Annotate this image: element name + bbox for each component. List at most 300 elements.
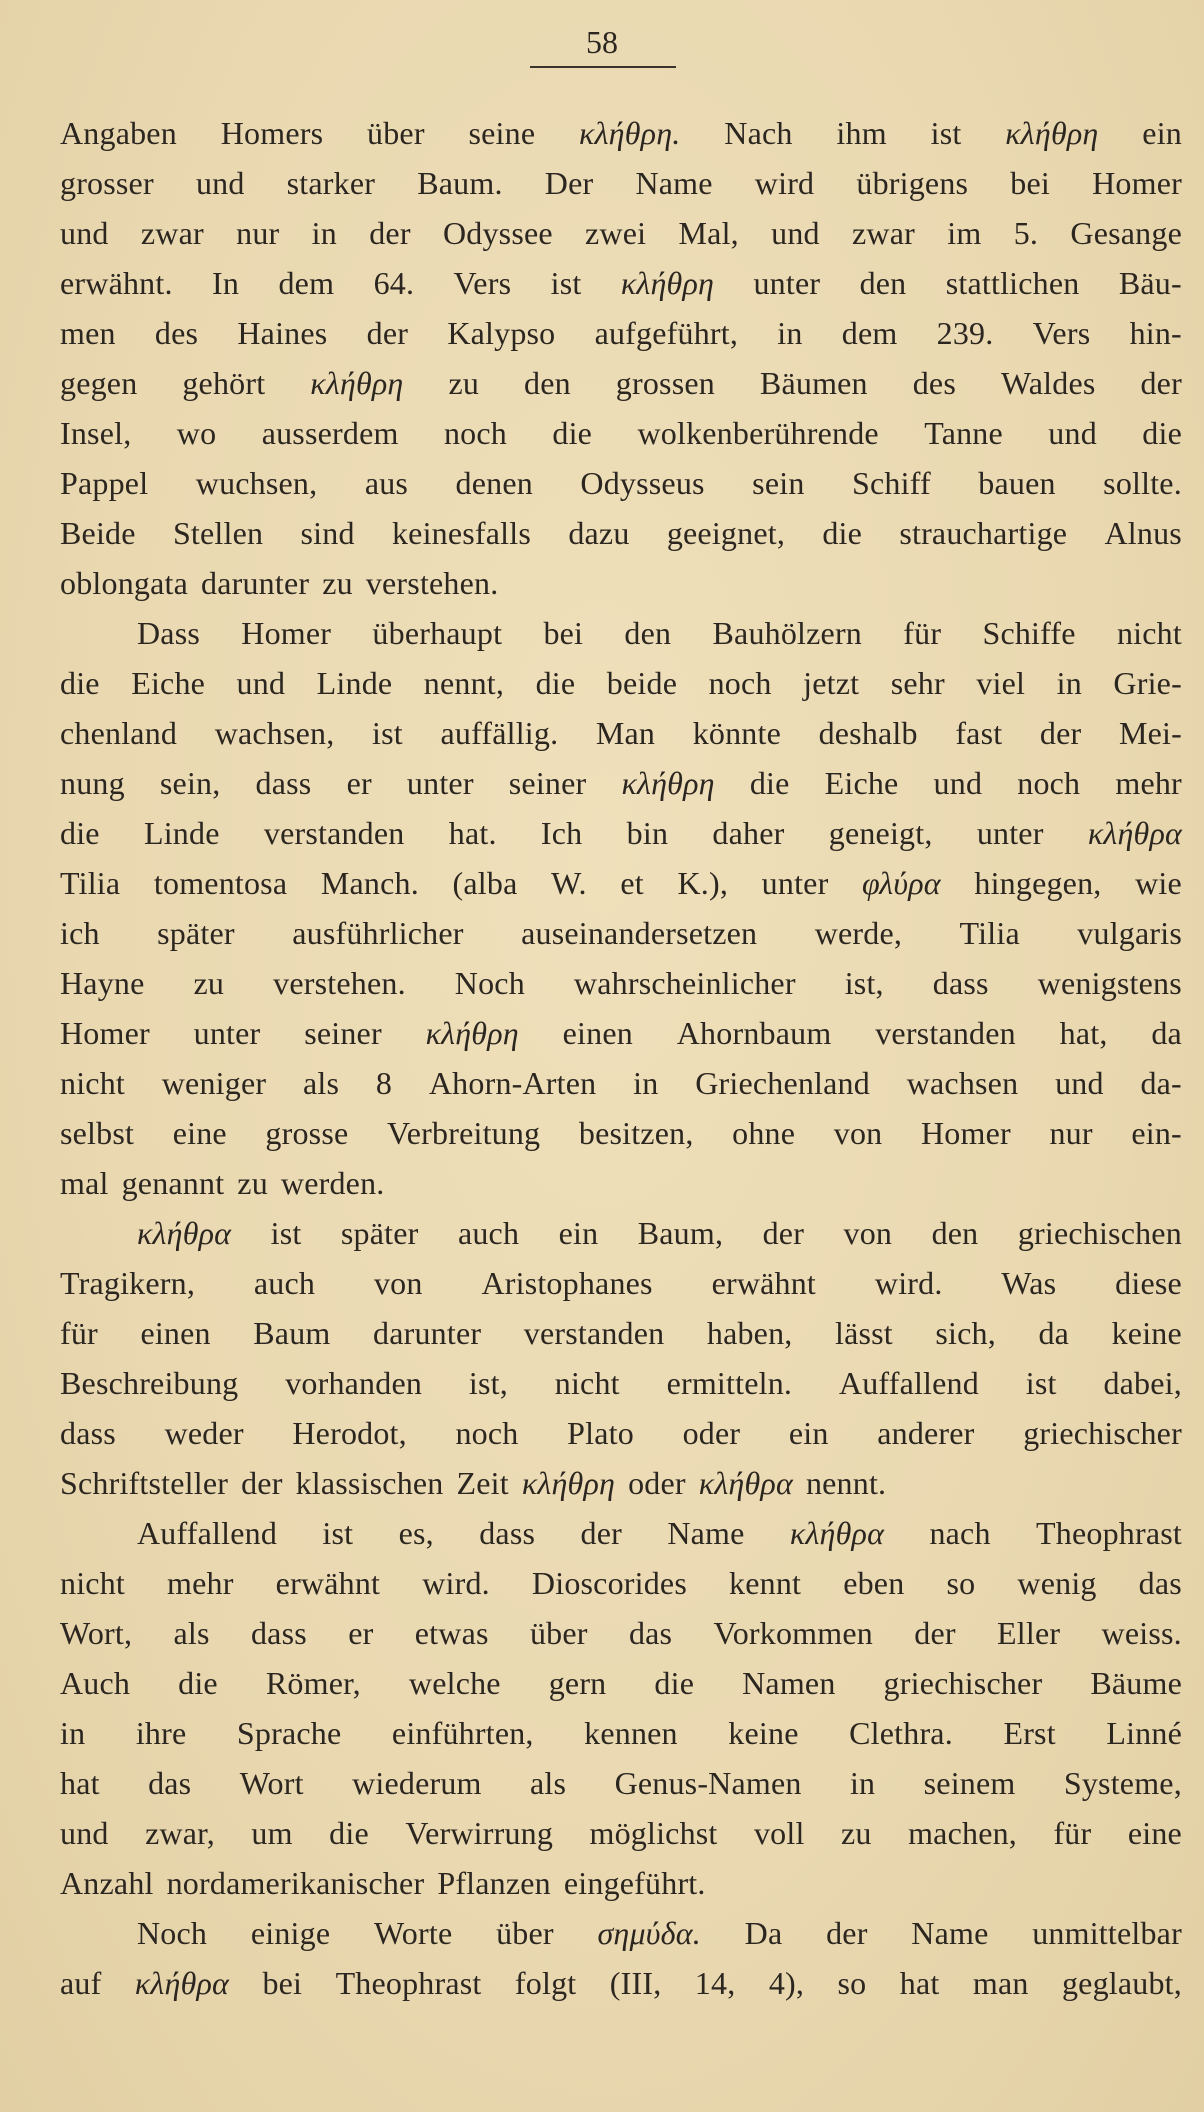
word: der [762,1215,805,1251]
word: Homer [1092,165,1182,201]
word: stattlichen [945,265,1080,301]
word: das [148,1765,192,1801]
word: Kalypso [447,315,556,351]
word: grossen [615,365,715,401]
word: Da [744,1915,783,1951]
word: zwar [852,215,916,251]
greek-word: κλήθρη [310,365,404,401]
greek-word: σημύδα. [597,1915,701,1951]
word: bin [626,815,669,851]
word: später [157,915,235,951]
word: verstanden [523,1315,665,1351]
word: ist [550,265,582,301]
word: verstehen. [273,965,406,1001]
word: in [633,1065,659,1101]
word: etwas [414,1615,489,1651]
word: zwar [140,215,204,251]
word: und [1048,415,1097,451]
word: seine [468,115,536,151]
word: zu [193,965,225,1001]
word: ein- [1131,1115,1182,1151]
word: men [60,315,116,351]
word: könnte [692,715,781,751]
word: Stellen [172,515,264,551]
word: Namen [742,1665,836,1701]
word: nicht [1116,615,1182,651]
word: Ich [540,815,583,851]
word: wie [1135,865,1182,901]
word: Pflanzen [437,1865,551,1901]
word: als [302,1065,340,1101]
word: kennt [729,1565,802,1601]
text-line [60,1908,1182,1958]
word: Name [911,1915,989,1951]
text-line [60,258,1182,308]
word: Schiff [852,465,931,501]
word: Tilia [959,915,1020,951]
word: der [241,1465,283,1501]
word: später [340,1215,419,1251]
word: sein, [159,765,221,801]
word: als [173,1615,210,1651]
text-line [60,508,1182,558]
word: darunter [201,565,310,601]
header-rule [530,66,676,68]
word: wo [176,415,217,451]
word: hat, [1059,1015,1108,1051]
text-line [60,558,1182,608]
word: kennen [584,1715,678,1751]
word: noch [1017,765,1081,801]
greek-word: κλήθρα [698,1465,793,1501]
word: Auffallend [137,1515,278,1551]
greek-word: κλήθρη [621,765,715,801]
word: Bäume [1090,1665,1182,1701]
word: auch [457,1215,520,1251]
text-line [60,1308,1182,1358]
word: Dass [137,615,201,651]
word: 8 [375,1065,393,1101]
word: Beschreibung [60,1365,239,1401]
word: der [1039,715,1082,751]
word: oder [628,1465,686,1501]
greek-word: φλύρα [862,865,941,901]
paragraph [60,608,1182,1208]
word: 5. [1013,215,1039,251]
word: sehr [890,665,945,701]
word: er [346,765,372,801]
text-line [60,1108,1182,1158]
word: zwar, [145,1815,215,1851]
word: eine [172,1115,227,1151]
word: noch [443,415,507,451]
word: seiner [304,1015,382,1051]
paragraph [60,108,1182,608]
word: ein [558,1215,599,1251]
word: grosse [265,1115,349,1151]
word: Nach [724,115,793,151]
word: möglichst [589,1815,718,1851]
word: tomentosa [153,865,288,901]
word: Plato [567,1415,634,1451]
word: ermitteln. [666,1365,793,1401]
word: bauen [978,465,1056,501]
word: hin- [1129,315,1182,351]
word: und [1055,1065,1104,1101]
word: hat. [448,815,497,851]
text-line [60,458,1182,508]
word: Homer [60,1015,150,1051]
word: Linde [143,815,220,851]
word: die [329,1815,369,1851]
word: verstanden [875,1015,1016,1051]
text-line [60,1208,1182,1258]
word: in [311,215,337,251]
text-line [60,1608,1182,1658]
word: Aristophanes [481,1265,653,1301]
text-line [60,308,1182,358]
word: der [366,315,409,351]
word: 239. [936,315,994,351]
word: wenigstens [1037,965,1182,1001]
word: gern [548,1665,607,1701]
word: Ahorn-Arten [428,1065,597,1101]
word: im [947,215,982,251]
text-line [60,1508,1182,1558]
text-line [60,158,1182,208]
word: seinem [923,1765,1016,1801]
word: Schiffe [982,615,1076,651]
text-line [60,658,1182,708]
word: auf [60,1965,102,2001]
word: zu [237,1165,268,1201]
word: dass [479,1515,536,1551]
word: in [777,315,803,351]
word: um [251,1815,293,1851]
word: dass [932,965,989,1001]
word: ist [322,1515,354,1551]
word: nach [929,1515,991,1551]
text-line [60,1258,1182,1308]
word: Gesange [1070,215,1182,251]
word: Eiche [824,765,899,801]
word: geneigt, [828,815,933,851]
word: wolkenberührende [637,415,879,451]
word: für [1053,1815,1092,1851]
word: ohne [732,1115,796,1151]
word: erwähnt. [60,265,173,301]
word: den [931,1215,979,1251]
word: Genus-Namen [614,1765,802,1801]
word: die [60,815,100,851]
word: und [195,165,245,201]
word: geglaubt, [1061,1965,1182,2001]
word: mal [60,1165,109,1201]
word: auffällig. [440,715,559,751]
word: das [628,1615,673,1651]
word: verstehen. [365,565,499,601]
word: aus [364,465,409,501]
word: Odyssee [442,215,553,251]
greek-word: κλήθρη [620,265,715,301]
word: in [60,1715,86,1751]
word: Vorkommen [713,1615,873,1651]
word: über [529,1615,588,1651]
word: beide [606,665,678,701]
word: unter [761,865,829,901]
word: Auffallend [838,1365,979,1401]
word: daher [712,815,785,851]
word: besitzen, [578,1115,694,1151]
text-line [60,1358,1182,1408]
word: Waldes [1000,365,1096,401]
word: ausführlicher [292,915,464,951]
word: 14, [694,1965,736,2001]
word: seiner [508,765,587,801]
word: Tilia [60,865,121,901]
word: selbst [60,1115,135,1151]
text-line [60,1858,1182,1908]
word: erwähnt [275,1565,381,1601]
word: unter [193,1015,261,1051]
text-line [60,808,1182,858]
word: Noch [454,965,525,1001]
word: einen [562,1015,633,1051]
word: bei [1010,165,1050,201]
word: wachsen, [214,715,335,751]
word: die [178,1665,218,1701]
text-line [60,1958,1182,2008]
word: eine [1127,1815,1182,1851]
word: Dioscorides [531,1565,687,1601]
word: den [859,265,907,301]
word: grosser [60,165,154,201]
word: so [946,1565,976,1601]
text-line [60,408,1182,458]
word: hat [899,1965,940,2001]
greek-word: κλήθρα [1087,815,1182,851]
word: Grie- [1113,665,1182,701]
word: fast [955,715,1003,751]
word: und [60,1815,109,1851]
word: zu [322,565,353,601]
word: weiss. [1101,1615,1182,1651]
word: W. [551,865,587,901]
word: Homers [220,115,324,151]
word: welche [408,1665,501,1701]
word: mehr [1115,765,1182,801]
word: Ahornbaum [676,1015,832,1051]
text-line [60,1708,1182,1758]
text-line [60,1658,1182,1708]
word: genannt [121,1165,225,1201]
text-line [60,1758,1182,1808]
word: Name [635,165,713,201]
word: Noch [137,1915,208,1951]
greek-word: κλήθρα [789,1515,885,1551]
word: dabei, [1103,1365,1182,1401]
word: Vers [1032,315,1091,351]
word: die [535,665,576,701]
word: werde, [814,915,903,951]
page-number: 58 [586,24,618,60]
text-line [60,358,1182,408]
word: ist [1025,1365,1057,1401]
word: des [912,365,956,401]
word: Der [544,165,594,201]
word: Was [1001,1265,1057,1301]
word: Name [667,1515,745,1551]
word: strauchartige [899,515,1068,551]
word: das [1138,1565,1182,1601]
word: er [348,1615,374,1651]
word: über [496,1915,554,1951]
word: übrigens [856,165,969,201]
word: noch [708,665,772,701]
word: folgt [514,1965,577,2001]
word: und [933,765,983,801]
word: dem [278,265,335,301]
word: die [552,415,593,451]
word: Linde [316,665,393,701]
word: klassischen [295,1465,444,1501]
word: Erst [1003,1715,1056,1751]
word: da [1038,1315,1070,1351]
word: Linné [1106,1715,1182,1751]
word: Wort, [60,1615,133,1651]
word: ihm [836,115,887,151]
word: Eiche [131,665,206,701]
word: unter [976,815,1044,851]
word: nennt. [805,1465,887,1501]
word: dass [255,765,312,801]
word: oblongata [60,565,188,601]
word: geeignet, [666,515,786,551]
greek-word: κλήθρη [521,1465,616,1501]
word: mehr [167,1565,234,1601]
paragraph [60,1908,1182,2008]
word: und [236,665,286,701]
text-line [60,1808,1182,1858]
word: werden. [280,1165,385,1201]
greek-word: κλήθρη [1005,115,1099,151]
word: keinesfalls [391,515,532,551]
word: Angaben [60,115,177,151]
word: ausserdem [261,415,399,451]
greek-word: κλήθρη. [579,115,681,151]
word: es, [398,1515,434,1551]
word: wird [754,165,815,201]
word: Alnus [1104,515,1182,551]
word: wachsen [906,1065,1019,1101]
word: Systeme, [1063,1765,1182,1801]
word: Hayne [60,965,145,1001]
word: da- [1140,1065,1182,1101]
word: Bäu- [1118,265,1182,301]
word: hingegen, [974,865,1102,901]
word: deshalb [818,715,918,751]
word: dazu [568,515,630,551]
word: wahrscheinlicher [573,965,796,1001]
word: für [903,615,942,651]
word: Bäumen [759,365,868,401]
word: sein [752,465,805,501]
word: Baum, [637,1215,724,1251]
word: über [367,115,425,151]
word: Tragikern, [60,1265,196,1301]
word: in [1056,665,1082,701]
text-line [60,758,1182,808]
greek-word: κλήθρη [425,1015,519,1051]
word: die [60,665,100,701]
word: viel [976,665,1026,701]
word: zu [841,1815,872,1851]
word: Worte [373,1915,453,1951]
word: den [624,615,672,651]
word: zu [448,365,480,401]
word: ein [1142,115,1182,151]
word: dem [841,315,898,351]
word: Tanne [924,415,1003,451]
word: nennt, [423,665,505,701]
word: Vers [453,265,512,301]
word: griechischer [883,1665,1043,1701]
word: ihre [135,1715,187,1751]
word: anderer [877,1415,975,1451]
word: und [60,215,109,251]
word: Römer, [265,1665,361,1701]
text-line [60,1408,1182,1458]
word: Bauhölzern [712,615,862,651]
text-line [60,908,1182,958]
word: ist [270,1215,302,1251]
word: oder [682,1415,741,1451]
word: aufgeführt, [594,315,739,351]
word: Auch [60,1665,131,1701]
word: sind [300,515,355,551]
word: K.), [677,865,729,901]
word: ist, [844,965,884,1001]
word: da [1151,1015,1182,1051]
word: man [972,1965,1029,2001]
word: In [212,265,240,301]
word: von [843,1215,893,1251]
word: Odysseus [580,465,705,501]
word: bei [262,1965,303,2001]
text-line [60,1008,1182,1058]
word: gegen [60,365,138,401]
text-line [60,958,1182,1008]
word: ist [372,715,403,751]
word: Mei- [1118,715,1182,751]
word: der [580,1515,622,1551]
word: eingeführt. [563,1865,706,1901]
word: wiederum [352,1765,482,1801]
word: Griechenland [695,1065,870,1101]
text-line [60,1558,1182,1608]
text-line [60,1158,1182,1208]
word: chenland [60,715,178,751]
word: verstanden [263,815,405,851]
word: Schriftsteller [60,1465,229,1501]
word: auseinandersetzen [521,915,758,951]
word: Mal, [678,215,739,251]
word: 4), [768,1965,805,2001]
word: Pappel [60,465,149,501]
word: als [530,1765,567,1801]
word: der [1140,365,1182,401]
word: Herodot, [292,1415,407,1451]
